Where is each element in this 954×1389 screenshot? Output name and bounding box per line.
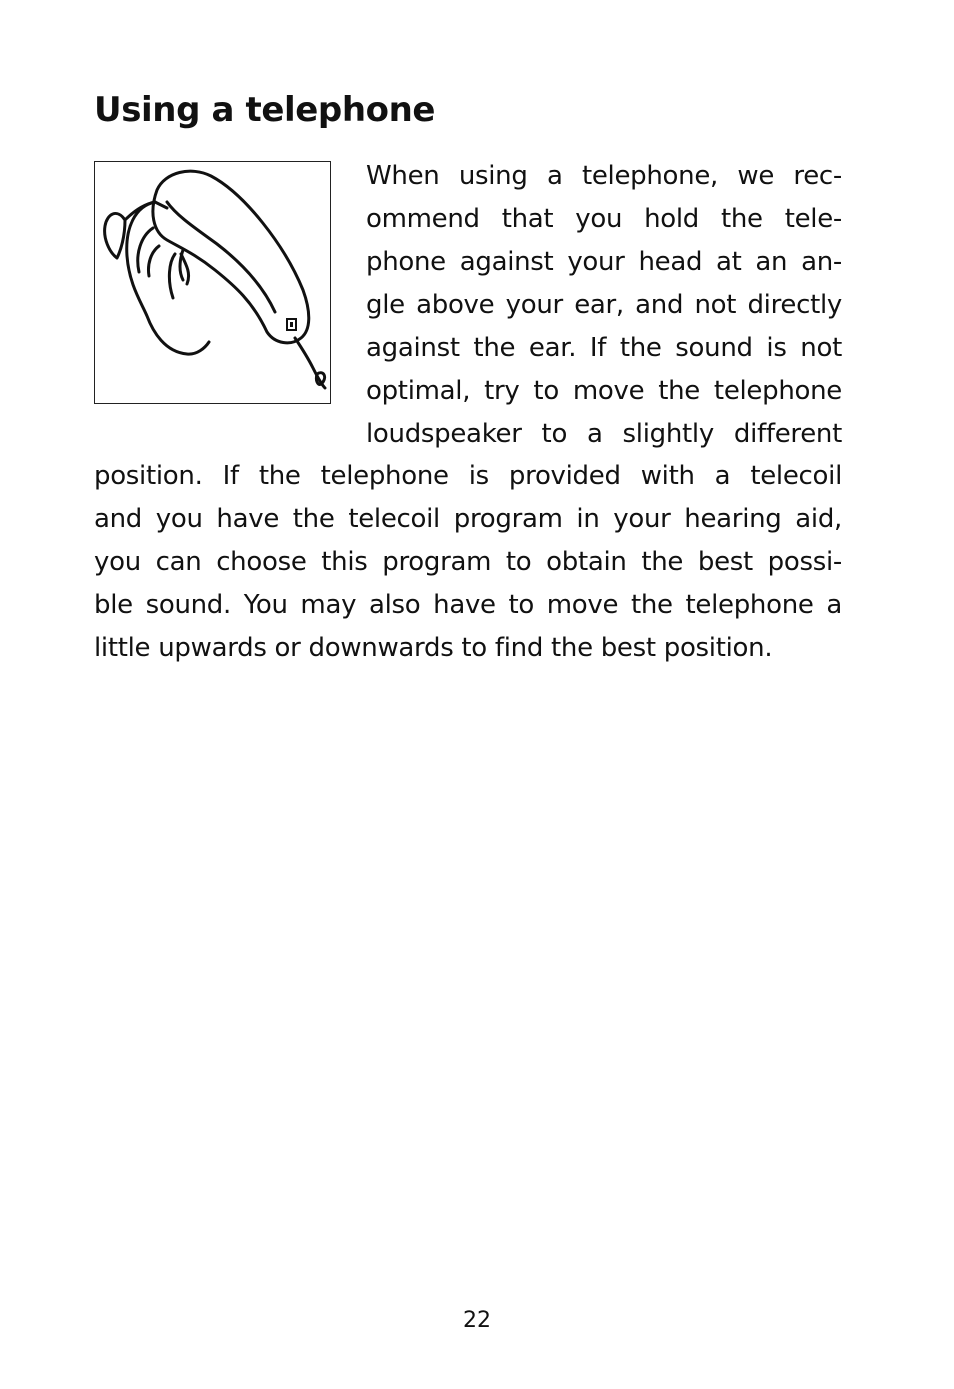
page-title: Using a telephone xyxy=(94,90,436,130)
text-line: against the ear. If the sound is not xyxy=(366,333,842,363)
text-line: phone against your head at an an- xyxy=(366,247,842,277)
text-line: you can choose this program to obtain the best possi- xyxy=(94,547,842,577)
ear-telephone-icon xyxy=(95,162,330,403)
text-line: gle above your ear, and not directly xyxy=(366,290,842,320)
wrapped-paragraph xyxy=(366,155,842,456)
full-width-paragraph xyxy=(94,455,842,670)
text-line: loudspeaker to a slightly different xyxy=(366,419,842,449)
text-line: optimal, try to move the telephone xyxy=(366,376,842,406)
text-line: When using a telephone, we rec- xyxy=(366,161,842,191)
text-line: ble sound. You may also have to move the telephone a xyxy=(94,590,842,620)
text-line: little upwards or downwards to find the best position. xyxy=(94,633,773,663)
text-line: position. If the telephone is provided with a telecoil xyxy=(94,461,842,491)
page-number: 22 xyxy=(463,1308,491,1333)
telephone-illustration xyxy=(94,161,331,404)
text-line: ommend that you hold the tele- xyxy=(366,204,842,234)
text-line: and you have the telecoil program in your hearing aid, xyxy=(94,504,842,534)
